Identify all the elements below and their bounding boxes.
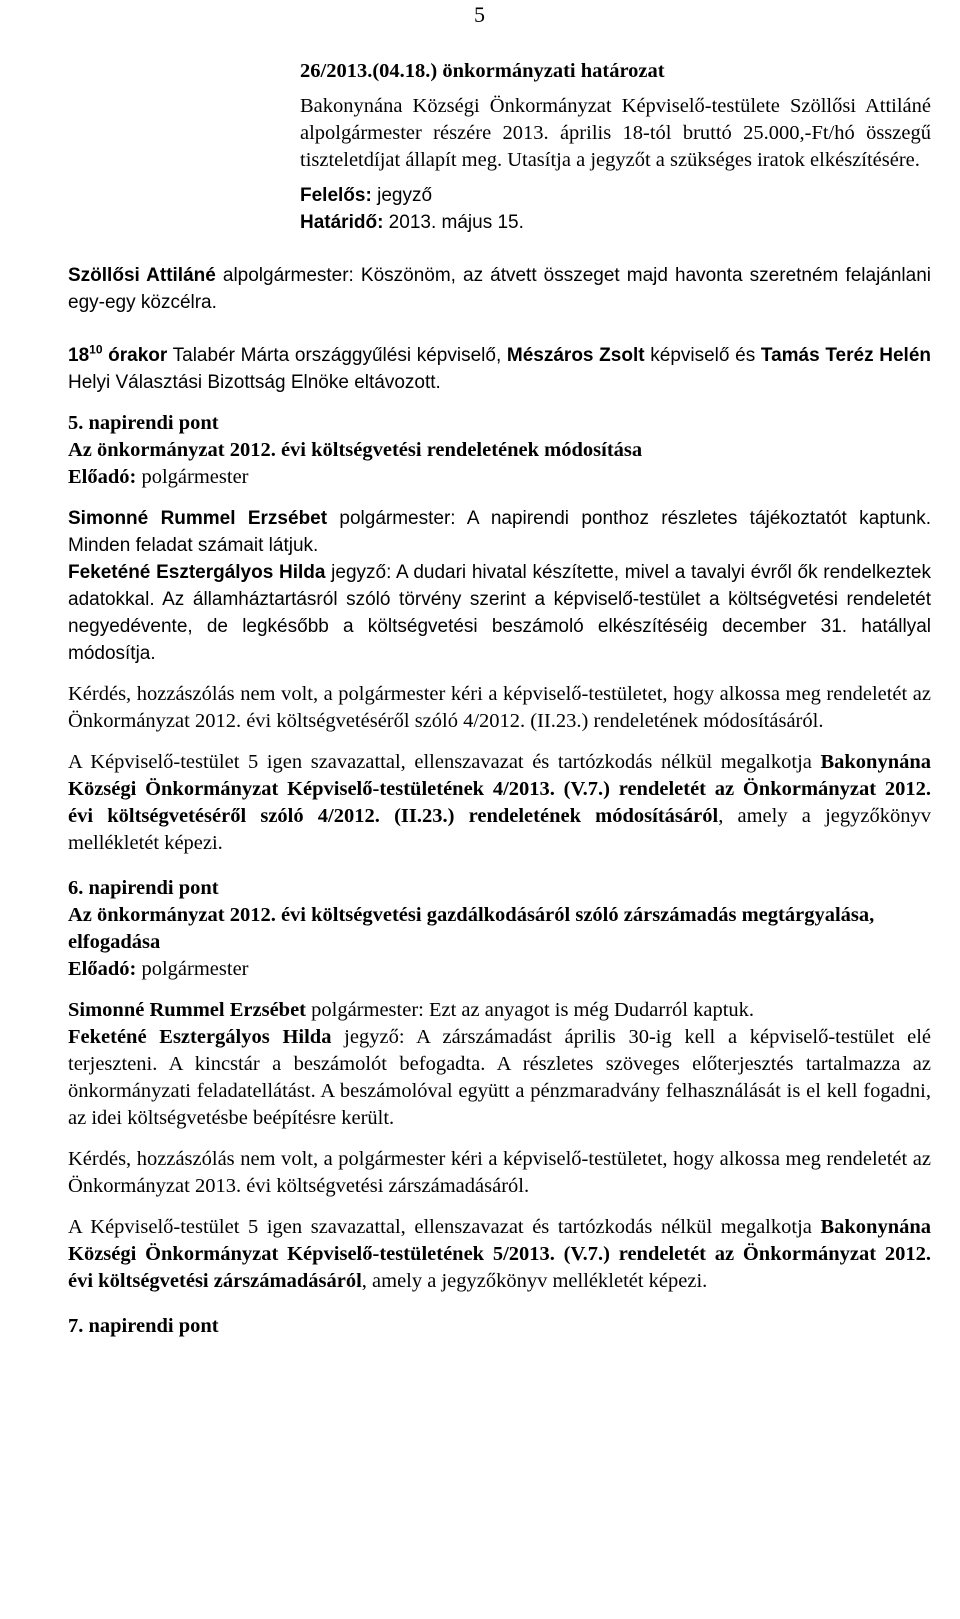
vote-result: A Képviselő-testület 5 igen szavazattal, ellenszavazat és tartózkodás nélkül megalkotja Bakonynána Községi Önkormányzat Képviselő-testületének 4/2013. (V.7.) rendeletét az Önkormányzat 2012. évi költségvetéséről szóló 4/2012. (II.23.) rendeletének módosításáról, amely a jegyzőkönyv mellékletét képezi. [68,751,931,854]
responsible-value: jegyző [371,185,433,206]
presenter-line: Előadó: polgármester [68,958,249,980]
agenda-label: 5. napirendi pont [68,412,219,434]
mayor-remark: Simonné Rummel Erzsébet polgármester: Ezt az anyagot is még Dudarról kaptuk. [68,999,755,1021]
vote-result: A Képviselő-testület 5 igen szavazattal, ellenszavazat és tartózkodás nélkül megalkotja Bakonynána Községi Önkormányzat Képviselő-testületének 5/2013. (V.7.) rendeletét az Önkormányzat 2012. évi költségvetési zárszámadásáról, amely a jegyzőkönyv mellékletét képezi. [68,1216,931,1292]
deadline-line [300,209,931,236]
resolution-text: Bakonynána Községi Önkormányzat Képviselő-testülete Szöllősi Attiláné alpolgármester részére 2013. április 18-tól bruttó 25.000,-Ft/hó összegű tiszteletdíjat állapít meg. Utasítja a jegyzőt a szükséges iratok elkészítésére. [300,95,931,171]
responsible-line [300,182,931,209]
agenda-label: 6. napirendi pont [68,877,219,899]
resolution-title: 26/2013.(04.18.) önkormányzati határozat [300,60,665,82]
departed-person: Mészáros Zsolt [506,345,645,366]
agenda-title: Az önkormányzat 2012. évi költségvetési gazdálkodásáról szóló zárszámadás megtárgyalása, elfogadása [68,904,875,953]
departed-person: Tamás Teréz Helén [760,345,931,366]
question-note: Kérdés, hozzászólás nem volt, a polgármester kéri a képviselő-testületet, hogy alkossa meg rendeletét az Önkormányzat 2012. évi költségvetéséről szóló 4/2012. (II.23.) rendeletének módosításáról. [68,683,931,732]
agenda-title: Az önkormányzat 2012. évi költségvetési rendeletének módosítása [68,439,643,461]
vice-mayor-remark [68,262,931,316]
departure-time: $18^{10}$ órakor [68,342,168,366]
page-number: 5 [474,2,485,27]
agenda-7-label: 7. napirendi pont [68,1315,219,1337]
agenda-6 [68,875,931,1295]
resolution-block [68,58,931,236]
presenter-line: Előadó: polgármester [68,466,249,488]
question-note: Kérdés, hozzászólás nem volt, a polgármester kéri a képviselő-testületet, hogy alkossa meg rendeletét az Önkormányzat 2013. évi költségvetési zárszámadásáról. [68,1148,931,1197]
speaker-name: Szöllősi Attiláné [68,265,216,286]
document-body [68,58,931,1340]
deadline-value: 2013. május 15. [383,212,524,233]
mayor-remark: Simonné Rummel Erzsébet polgármester: A napirendi ponthoz részletes tájékoztatót kaptunk. Minden feladat számait látjuk. [68,508,932,556]
notary-remark: Feketéné Esztergályos Hilda jegyző: A dudari hivatal készítette, mivel a tavalyi évről ők rendelkeztek adatokkal. Az államháztartásról szóló törvény szerint a képviselő-testület a költségvetési rendeletét negyedévente, de legkésőbb a költségvetési beszámoló elkészítéséig december 31. hatállyal módosítja. [68,562,931,664]
deadline-label: Határidő: [300,212,384,233]
notary-remark: Feketéné Esztergályos Hilda jegyző: A zárszámadást április 30-ig kell a képviselő-testület elé terjeszteni. A kincstár a beszámolót befogadta. A részletes szöveges előterjesztés tartalmazza az önkormányzati feladatellátást. A beszámolóval együtt a pénzmaradvány felhasználását is el kell fogadni, az idei költségvetésbe beépítésre került. [68,1026,932,1129]
remark-text: alpolgármester: Köszönöm, az átvett összeget majd havonta szeretném felajánlani egy-egy közcélra. [68,265,931,313]
departure-note: $18^{10}$ órakor Talabér Márta országgyűlési képviselő, Mészáros Zsolt képviselő és Tamás Teréz Helén Helyi Választási Bizottság Elnöke eltávozott. [68,342,931,393]
agenda-5 [68,410,931,857]
responsible-label: Felelős: [300,185,372,206]
